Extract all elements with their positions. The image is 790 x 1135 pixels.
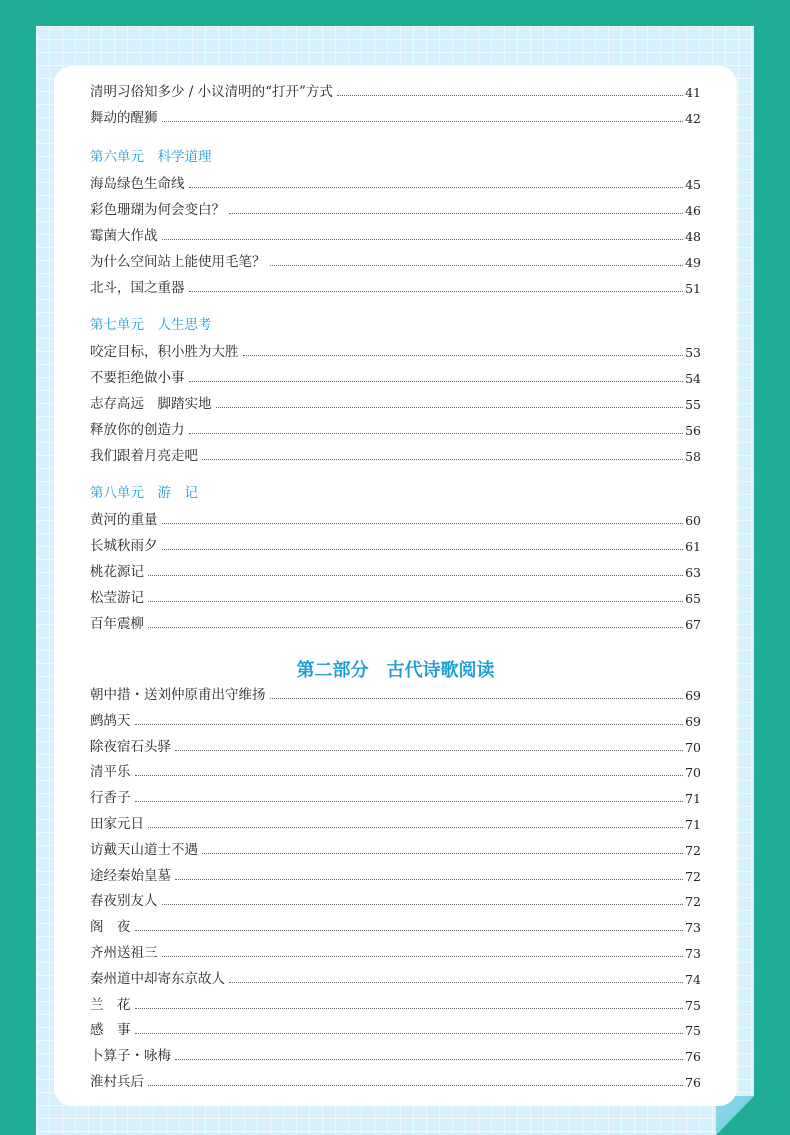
- toc-entry[interactable]: [90, 558, 701, 580]
- dot-leader: [189, 381, 684, 382]
- dot-leader: [135, 930, 684, 931]
- toc-entry-page: 75: [685, 998, 701, 1013]
- toc-entry-page: 76: [685, 1049, 701, 1064]
- toc-entry[interactable]: [90, 196, 701, 218]
- toc-entry-title: 途经秦始皇墓: [90, 868, 171, 884]
- dot-leader: [229, 213, 683, 214]
- toc-entry[interactable]: [90, 610, 701, 632]
- toc-entry-page: 71: [685, 817, 701, 832]
- dot-leader: [148, 1085, 683, 1086]
- toc-entry-page: 70: [685, 765, 701, 780]
- toc-entry[interactable]: [90, 991, 701, 1013]
- toc-entry-title: 黄河的重量: [90, 512, 158, 528]
- toc-entry-title: 我们跟着月亮走吧: [90, 448, 198, 464]
- toc-entry-page: 74: [685, 972, 701, 987]
- toc-entry[interactable]: [90, 584, 701, 606]
- unit-heading: 第八单元 游 记: [90, 485, 198, 501]
- toc-entry[interactable]: [90, 1016, 701, 1038]
- toc-entry-title: 志存高远 脚踏实地: [90, 396, 212, 412]
- dot-leader: [202, 459, 683, 460]
- dot-leader: [189, 433, 684, 434]
- dot-leader: [243, 355, 684, 356]
- toc-entry[interactable]: [90, 532, 701, 554]
- toc-entry-page: 69: [685, 688, 701, 703]
- dot-leader: [135, 775, 684, 776]
- toc-entry[interactable]: [90, 338, 701, 360]
- dot-leader: [337, 95, 683, 96]
- toc-entry-page: 55: [685, 397, 701, 412]
- toc-entry-title: 齐州送祖三: [90, 945, 158, 961]
- toc-entry-page: 53: [685, 345, 701, 360]
- dot-leader: [175, 879, 683, 880]
- toc-entry-title: 海岛绿色生命线: [90, 176, 185, 192]
- toc-entry-page: 67: [685, 617, 701, 632]
- toc-entry-page: 75: [685, 1023, 701, 1038]
- toc-entry-page: 72: [685, 894, 701, 909]
- dot-leader: [162, 239, 684, 240]
- toc-entry-page: 73: [685, 920, 701, 935]
- dot-leader: [229, 982, 683, 983]
- dot-leader: [135, 801, 684, 802]
- dot-leader: [189, 291, 684, 292]
- toc-entry[interactable]: [90, 416, 701, 438]
- dot-leader: [148, 827, 683, 828]
- toc-entry-title: 朝中措・送刘仲原甫出守维扬: [90, 687, 266, 703]
- dot-leader: [175, 1059, 683, 1060]
- toc-entry[interactable]: [90, 887, 701, 909]
- unit-heading: 第六单元 科学道理: [90, 149, 212, 165]
- toc-entry-title: 霉菌大作战: [90, 228, 158, 244]
- dot-leader: [148, 601, 683, 602]
- toc-entry-page: 48: [685, 229, 701, 244]
- toc-entry-title: 不要拒绝做小事: [90, 370, 185, 386]
- toc-entry-page: 46: [685, 203, 701, 218]
- toc-entry-title: 舞动的醒狮: [90, 110, 158, 126]
- toc-entry[interactable]: [90, 862, 701, 884]
- toc-entry-page: 70: [685, 740, 701, 755]
- toc-entry-title: 松莹游记: [90, 590, 144, 606]
- toc-entry[interactable]: [90, 1042, 701, 1064]
- toc-entry[interactable]: [90, 707, 701, 729]
- dot-leader: [270, 265, 684, 266]
- toc-entry[interactable]: [90, 222, 701, 244]
- toc-entry[interactable]: [90, 274, 701, 296]
- toc-entry-page: 63: [685, 565, 701, 580]
- toc-entry-page: 76: [685, 1075, 701, 1090]
- dot-leader: [162, 956, 684, 957]
- toc-entry[interactable]: [90, 913, 701, 935]
- toc-entry-title: 阁 夜: [90, 919, 131, 935]
- dot-leader: [202, 853, 683, 854]
- toc-entry-title: 释放你的创造力: [90, 422, 185, 438]
- toc-entry-title: 感 事: [90, 1022, 131, 1038]
- dot-leader: [135, 1008, 684, 1009]
- dot-leader: [162, 523, 684, 524]
- toc-entry-title: 访戴天山道士不遇: [90, 842, 198, 858]
- dot-leader: [162, 549, 684, 550]
- toc-entry[interactable]: [90, 442, 701, 464]
- toc-entry-title: 为什么空间站上能使用毛笔？: [90, 254, 266, 270]
- toc-entry-title: 秦州道中却寄东京故人: [90, 971, 225, 987]
- toc-entry[interactable]: [90, 390, 701, 412]
- toc-entry-title: 长城秋雨夕: [90, 538, 158, 554]
- toc-entry-title: 清明习俗知多少 / 小议清明的“打开”方式: [90, 84, 333, 100]
- dot-leader: [162, 121, 684, 122]
- dot-leader: [148, 627, 683, 628]
- toc-entry[interactable]: [90, 965, 701, 987]
- toc-entry-page: 65: [685, 591, 701, 606]
- dot-leader: [148, 575, 683, 576]
- toc-entry[interactable]: [90, 248, 701, 270]
- toc-entry-title: 淮村兵后: [90, 1074, 144, 1090]
- toc-entry-page: 71: [685, 791, 701, 806]
- toc-entry-title: 春夜别友人: [90, 893, 158, 909]
- toc-entry[interactable]: [90, 836, 701, 858]
- toc-entry-page: 49: [685, 255, 701, 270]
- unit-heading: 第七单元 人生思考: [90, 317, 212, 333]
- toc-entry-title: 卜算子・咏梅: [90, 1048, 171, 1064]
- dot-leader: [216, 407, 684, 408]
- toc-entry[interactable]: [90, 810, 701, 832]
- toc-entry[interactable]: [90, 78, 701, 100]
- toc-entry[interactable]: [90, 758, 701, 780]
- toc-entry-page: 69: [685, 714, 701, 729]
- dot-leader: [270, 698, 684, 699]
- dot-leader: [135, 1033, 684, 1034]
- toc-entry-title: 咬定目标，积小胜为大胜: [90, 344, 239, 360]
- dot-leader: [189, 187, 684, 188]
- toc-entry-page: 56: [685, 423, 701, 438]
- toc-entry-page: 61: [685, 539, 701, 554]
- toc-entry-page: 54: [685, 371, 701, 386]
- toc-entry-page: 60: [685, 513, 701, 528]
- toc-entry-title: 鹧鸪天: [90, 713, 131, 729]
- toc-entry[interactable]: [90, 170, 701, 192]
- dot-leader: [162, 904, 684, 905]
- toc-entry-title: 彩色珊瑚为何会变白？: [90, 202, 225, 218]
- toc-entry-page: 72: [685, 869, 701, 884]
- toc-entry-page: 51: [685, 281, 701, 296]
- dot-leader: [175, 750, 683, 751]
- toc-entry[interactable]: [90, 784, 701, 806]
- toc-entry-title: 田家元日: [90, 816, 144, 832]
- toc-entry[interactable]: [90, 104, 701, 126]
- toc-entry-page: 73: [685, 946, 701, 961]
- toc-entry-page: 45: [685, 177, 701, 192]
- toc-entry[interactable]: [90, 506, 701, 528]
- toc-entry[interactable]: [90, 364, 701, 386]
- toc-entry-title: 北斗，国之重器: [90, 280, 185, 296]
- toc-entry[interactable]: [90, 681, 701, 703]
- toc-entry[interactable]: [90, 939, 701, 961]
- toc-entry-page: 42: [685, 111, 701, 126]
- toc-entry-page: 58: [685, 449, 701, 464]
- toc-entry-title: 兰 花: [90, 997, 131, 1013]
- toc-entry-title: 桃花源记: [90, 564, 144, 580]
- dot-leader: [135, 724, 684, 725]
- toc-entry-title: 清平乐: [90, 764, 131, 780]
- part-two-title: 第二部分 古代诗歌阅读: [296, 660, 495, 681]
- toc-entry[interactable]: [90, 1068, 701, 1090]
- toc-entry-title: 百年震柳: [90, 616, 144, 632]
- toc-entry[interactable]: [90, 733, 701, 755]
- toc-entry-title: 行香子: [90, 790, 131, 806]
- toc-entry-page: 41: [685, 85, 701, 100]
- toc-entry-page: 72: [685, 843, 701, 858]
- toc-entry-title: 除夜宿石头驿: [90, 739, 171, 755]
